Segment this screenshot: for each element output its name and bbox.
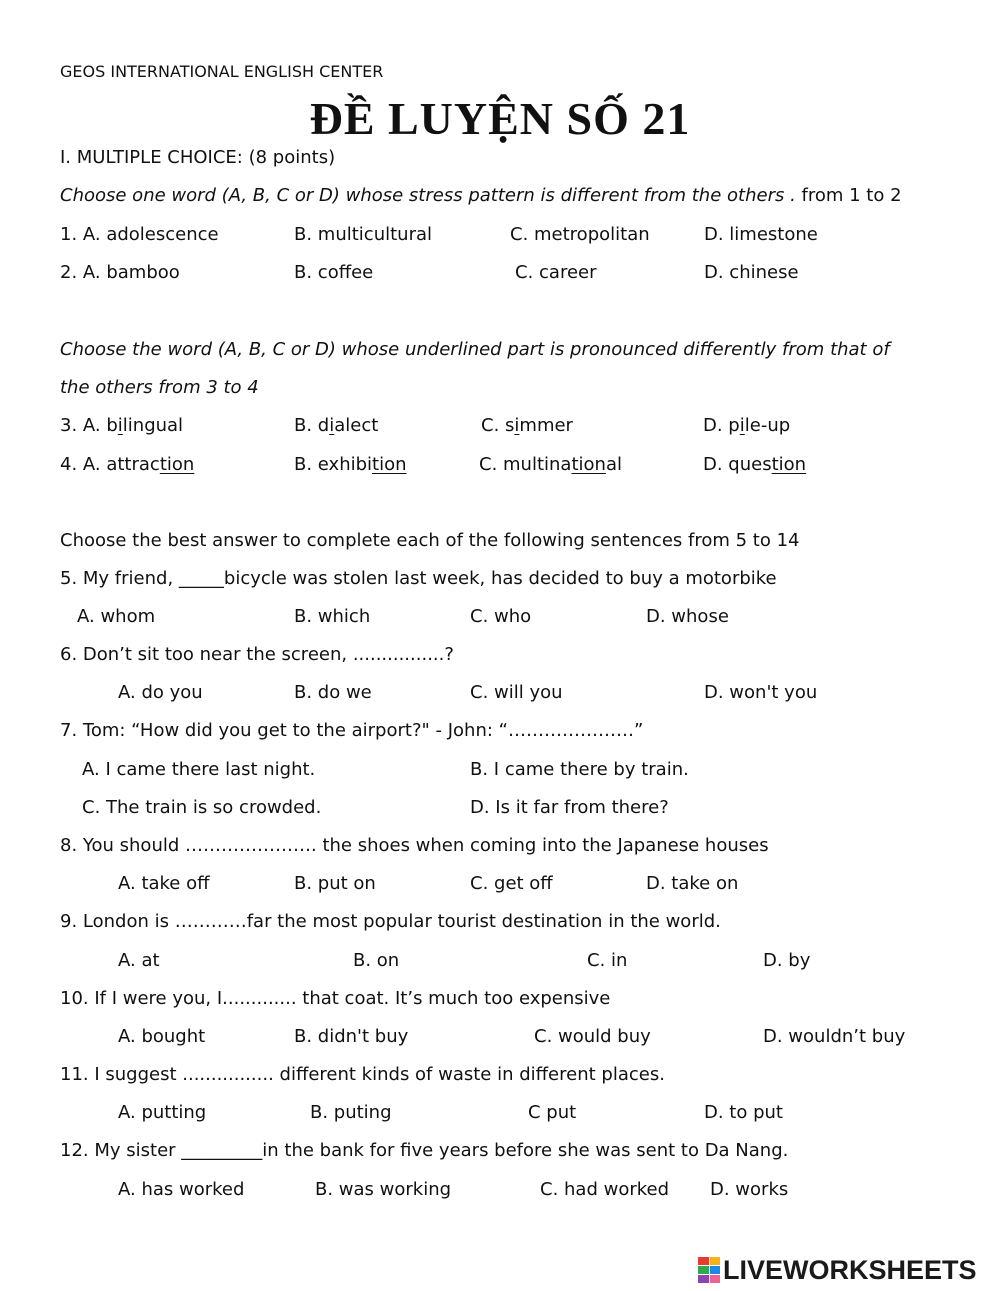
q6-option-a[interactable]: A. do you [118, 682, 203, 703]
underlined-part: tion [771, 454, 807, 475]
q11-option-d[interactable]: D. to put [704, 1102, 783, 1123]
q5-option-a[interactable]: A. whom [77, 606, 156, 627]
q6-option-d[interactable]: D. won't you [704, 682, 818, 703]
q11-option-c[interactable]: C put [528, 1102, 577, 1123]
q9-option-a[interactable]: A. at [118, 950, 160, 971]
q2-option-a[interactable]: 2. A. bamboo [60, 262, 180, 283]
q12-option-d[interactable]: D. works [710, 1179, 789, 1200]
underlined-part: tion [372, 454, 407, 475]
q5-stem: 5. My friend, _____bicycle was stolen last week, has decided to buy a motorbike [60, 568, 777, 589]
q3-option-c[interactable]: C. simmer [481, 415, 573, 436]
q4-option-c[interactable]: C. multinational [479, 454, 622, 475]
sentences-instruction: Choose the best answer to complete each of the following sentences from 5 to 14 [60, 530, 800, 551]
q12-option-b[interactable]: B. was working [315, 1179, 452, 1200]
q9-stem: 9. London is …………far the most popular tourist destination in the world. [60, 911, 721, 932]
q8-option-b[interactable]: B. put on [294, 873, 376, 894]
q9-option-d[interactable]: D. by [763, 950, 811, 971]
underlined-part: i [514, 415, 520, 436]
q10-option-d[interactable]: D. wouldn’t buy [763, 1026, 906, 1047]
q8-option-d[interactable]: D. take on [646, 873, 739, 894]
q11-option-b[interactable]: B. puting [310, 1102, 392, 1123]
section-heading: I. MULTIPLE CHOICE: (8 points) [60, 147, 336, 168]
q12-option-a[interactable]: A. has worked [118, 1179, 245, 1200]
liveworksheets-logo[interactable] [698, 1256, 977, 1284]
q5-option-c[interactable]: C. who [470, 606, 532, 627]
q8-option-a[interactable]: A. take off [118, 873, 210, 894]
underlined-part: tion [159, 454, 195, 475]
q5-option-d[interactable]: D. whose [646, 606, 729, 627]
q12-stem: 12. My sister _________in the bank for five years before she was sent to Da Nang. [60, 1140, 789, 1161]
q7-option-d[interactable]: D. Is it far from there? [470, 797, 669, 818]
q7-option-a[interactable]: A. I came there last night. [82, 759, 316, 780]
q1-option-d[interactable]: D. limestone [704, 224, 818, 245]
q10-option-c[interactable]: C. would buy [534, 1026, 651, 1047]
q4-option-d[interactable]: D. question [703, 454, 807, 475]
q10-option-b[interactable]: B. didn't buy [294, 1026, 409, 1047]
q10-stem: 10. If I were you, I............. that coat. It’s much too expensive [60, 988, 611, 1009]
q12-option-c[interactable]: C. had worked [540, 1179, 670, 1200]
logo-mark-icon [698, 1257, 720, 1283]
q9-option-b[interactable]: B. on [353, 950, 400, 971]
q2-option-d[interactable]: D. chinese [704, 262, 799, 283]
pronunciation-instruction: Choose the word (A, B, C or D) whose underlined part is pronounced differently from that of [60, 339, 890, 360]
q2-option-b[interactable]: B. coffee [294, 262, 374, 283]
q4-option-a[interactable]: 4. A. attraction [60, 454, 195, 475]
q6-option-c[interactable]: C. will you [470, 682, 563, 703]
logo-text: LIVEWORKSHEETS [723, 1254, 977, 1285]
q6-option-b[interactable]: B. do we [294, 682, 372, 703]
q1-option-a[interactable]: 1. A. adolescence [60, 224, 219, 245]
q11-option-a[interactable]: A. putting [118, 1102, 207, 1123]
q11-stem: 11. I suggest ................ different kinds of waste in different places. [60, 1064, 665, 1085]
q3-option-b[interactable]: B. dialect [294, 415, 379, 436]
q8-stem: 8. You should …………………. the shoes when coming into the Japanese houses [60, 835, 769, 856]
underlined-part: tion [571, 454, 606, 475]
underlined-part: i [329, 415, 335, 436]
pronunciation-instruction-cont: the others from 3 to 4 [60, 377, 259, 398]
center-name: GEOS INTERNATIONAL ENGLISH CENTER [60, 62, 384, 81]
stress-instruction-range: from 1 to 2 [795, 185, 902, 206]
q3-option-a[interactable]: 3. A. bilingual [60, 415, 184, 436]
stress-instruction-italic: Choose one word (A, B, C or D) whose stress pattern is different from the others . [60, 185, 796, 206]
q4-option-b[interactable]: B. exhibition [294, 454, 407, 475]
q7-option-b[interactable]: B. I came there by train. [470, 759, 689, 780]
q2-option-c[interactable]: C. career [515, 262, 597, 283]
q8-option-c[interactable]: C. get off [470, 873, 553, 894]
stress-instruction [60, 184, 902, 208]
q1-option-b[interactable]: B. multicultural [294, 224, 432, 245]
q5-option-b[interactable]: B. which [294, 606, 371, 627]
q10-option-a[interactable]: A. bought [118, 1026, 206, 1047]
q1-option-c[interactable]: C. metropolitan [510, 224, 650, 245]
q3-option-d[interactable]: D. pile-up [703, 415, 791, 436]
underlined-part: i [117, 415, 123, 436]
worksheet-title: ĐỀ LUYỆN SỐ 21 [309, 93, 691, 144]
q7-option-c[interactable]: C. The train is so crowded. [82, 797, 322, 818]
q7-stem: 7. Tom: “How did you get to the airport?" - John: “…………………” [60, 720, 644, 741]
q6-stem: 6. Don’t sit too near the screen, ................? [60, 644, 454, 665]
q9-option-c[interactable]: C. in [587, 950, 628, 971]
underlined-part: i [739, 415, 745, 436]
